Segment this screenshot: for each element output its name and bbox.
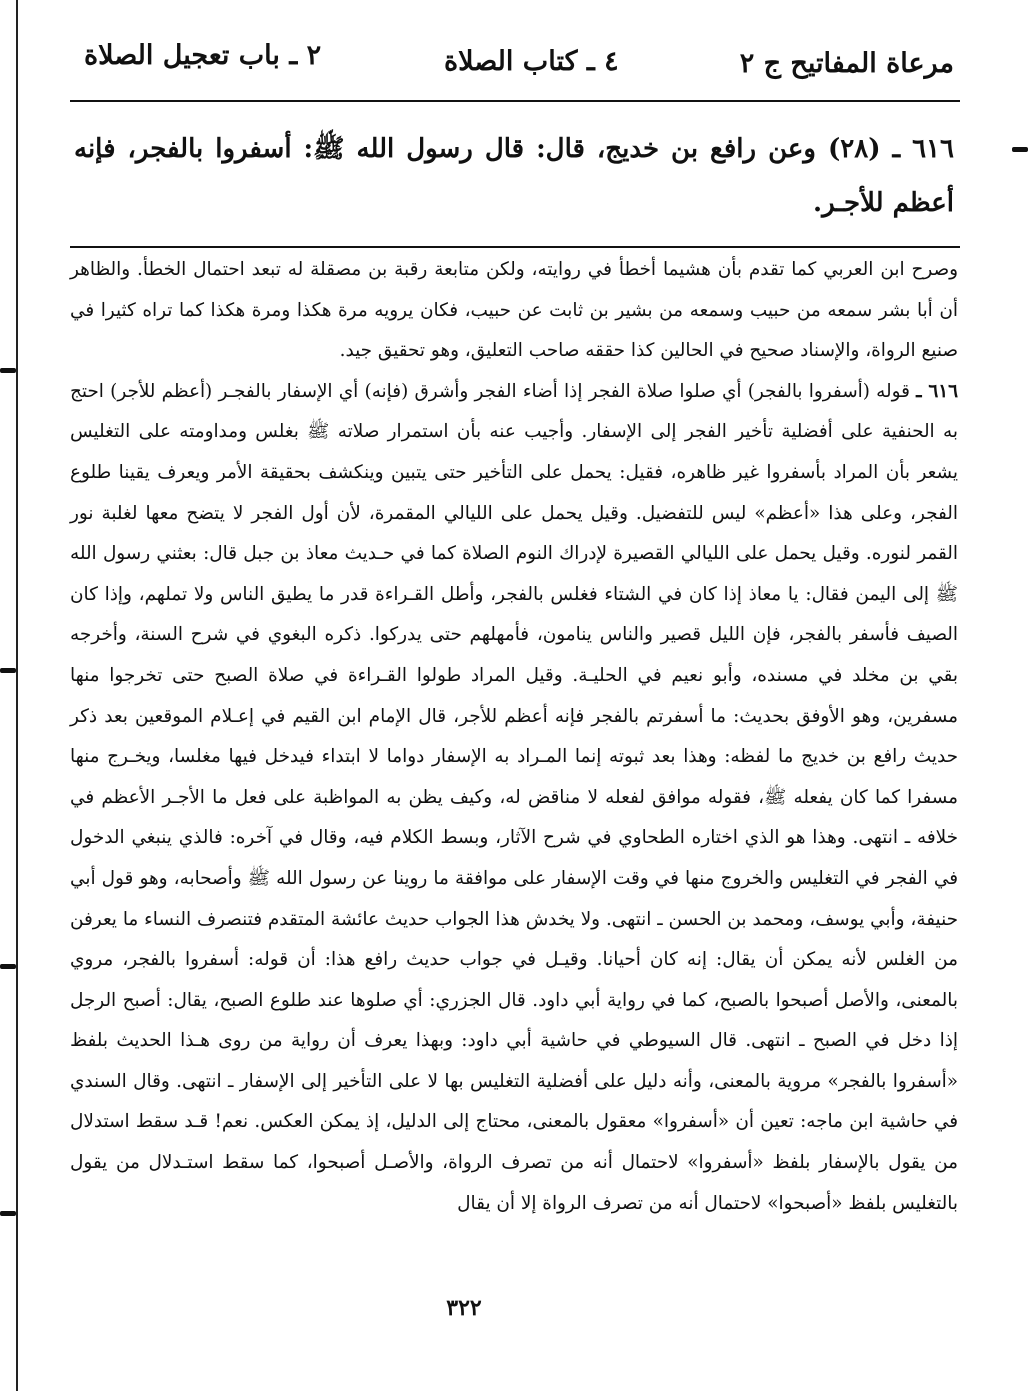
bab-title: ٢ ـ باب تعجيل الصلاة — [84, 40, 322, 71]
header-rule — [70, 100, 960, 102]
margin-mark — [0, 668, 16, 673]
book-title: مرعاة المفاتيح ج ٢ — [739, 48, 954, 79]
hadith-separator-rule — [70, 246, 960, 248]
commentary-entry-text: قوله (أسفروا بالفجر) أي صلوا صلاة الفجر إذا أضاء الفجر وأشرق (فإنه) أي الإسفار بالفجـر (أعظم للأجر) احتج به الحنفية على أفضلية تأخير الفجر إلى الإسفار. وأجيب عنه بأن استمرار صلاته ﷺ بغلس ومداومته على التغليس يشعر بأن المراد بأسفروا غير ظاهره، فقيل: يحمل على التأخير حتى يتبين وينكشف بحقيقة الأمر ويعرف يقينا طلوع الفجر، وعلى هذا «أعظم» ليس للتفضيل. وقيل يحمل على الليالي المقمرة، لأن أول الفجر لا يتضح معها لغلبة نور القمر لنوره. وقيل يحمل على الليالي القصيرة لإدراك النوم الصلاة كما في حـديث معاذ بن جبل قال: بعثني رسول الله ﷺ إلى اليمن فقال: يا معاذ إذا كان في الشتاء فغلس بالفجر، وأطل القـراءة قدر ما يطيق الناس ولا تملهم، وإذا كان الصيف فأسفر بالفجر، فإن الليل قصير والناس ينامون، فأمهلهم حتى يدركوا. ذكره البغوي في شرح السنة، وأخرجه بقي بن مخلد في مسنده، وأبو نعيم في الحليـة. وقيل المراد طولوا القـراءة في صلاة الصبح حتى تخرجوا منها مسفرين، وهو الأوفق بحديث: ما أسفرتم بالفجر فإنه أعظم للأجر، قال الإمام ابن القيم في إعـلام الموقعين بعد ذكر حديث رافع بن خديج ما لفظه: وهذا بعد ثبوته إنما المـراد به الإسفار دواما لا ابتداء فيدخل فيها مغلسا، ويخـرج منها مسفرا كما كان يفعله ﷺ، فقوله موافق لفعله لا مناقض له، وكيف يظن به المواظبة على فعل ما الأجـر الأعظم في خلافه ـ انتهى. وهذا هو الذي اختاره الطحاوي في شرح الآثار، وبسط الكلام فيه، وقال في آخره: فالذي ينبغي الدخول في الفجر في التغليس والخروج منها في وقت الإسفار على موافقة ما روينا عن رسول الله ﷺ وأصحابه، وهو قول أبي حنيفة، وأبي يوسف، ومحمد بن الحسن ـ انتهى. ولا يخدش هذا الجواب حديث عائشة المتقدم فتنصرف النساء ما يعرفن من الغلس لأنه يمكن أن يقال: إنه كان أحيانا. وقيـل في جواب حديث رافع هذا: أن قوله: أسفروا بالفجر، مروي بالمعنى، والأصل أصبحوا بالصبح، كما في رواية أبي داود. قال الجزري: أي صلوها عند طلوع الصبح، يقال: أصبح الرجل إذا دخل في الصبح ـ انتهى. قال السيوطي في حاشية أبي داود: وبهذا يعرف أن رواية من روى هـذا الحديث بلفظ «أسفروا بالفجر» مروية بالمعنى، وأنه دليل على أفضلية التغليس بها لا على التأخير إلى الإسفار ـ انتهى. وقال السندي في حاشية ابن ماجه: تعين أن «أسفروا» معقول بالمعنى، محتاج إلى الدليل، إذ يمكن العكس. نعم! قـد سقط استدلال من يقول بالإسفار بلفظ «أسفروا» لاحتمال أنه من تصرف الرواة، والأصـل أصبحوا، كما سقط استـدلال من يقول بالتغليس بلفظ «أصبحوا» لاحتمال أنه من تصرف الرواة إلا أن يقال — [70, 380, 958, 1214]
continued-paragraph: وصرح ابن العربي كما تقدم بأن هشيما أخطأ في روايته، ولكن متابعة رقبة بن مصقلة له تبعد احتمال الخطأ. والظاهر أن أبا بشر سمعه من حبيب وسمعه من بشير بن ثابت عن حبيب، فكان يرويه مرة هكذا ومرة هكذا كما تراه كثيرا في صنيع الرواة، والإسناد صحيح في الحالين كذا حققه صاحب التعليق، وهو تحقيق جيد. — [70, 259, 958, 362]
kitab-title: ٤ ـ كتاب الصلاة — [444, 46, 619, 77]
hadith-text: وعن رافع بن خديج، قال: قال رسول الله ﷺ: أسفروا بالفجر، فإنه أعظم للأجـر. — [74, 134, 954, 218]
page-edge-rule — [16, 0, 18, 1391]
running-header — [74, 40, 954, 94]
hadith-text-block — [74, 122, 954, 230]
margin-mark — [0, 368, 16, 373]
commentary-entry — [70, 372, 958, 1224]
hadith-number: ٦١٦ ـ (٢٨) — [827, 134, 954, 164]
margin-mark — [0, 964, 16, 969]
margin-mark — [0, 1211, 16, 1216]
commentary-entry-number: ٦١٦ ـ — [916, 380, 958, 402]
commentary-block — [70, 250, 958, 1224]
margin-mark — [1012, 147, 1028, 152]
page-number: ٣٢٢ — [446, 1295, 482, 1321]
